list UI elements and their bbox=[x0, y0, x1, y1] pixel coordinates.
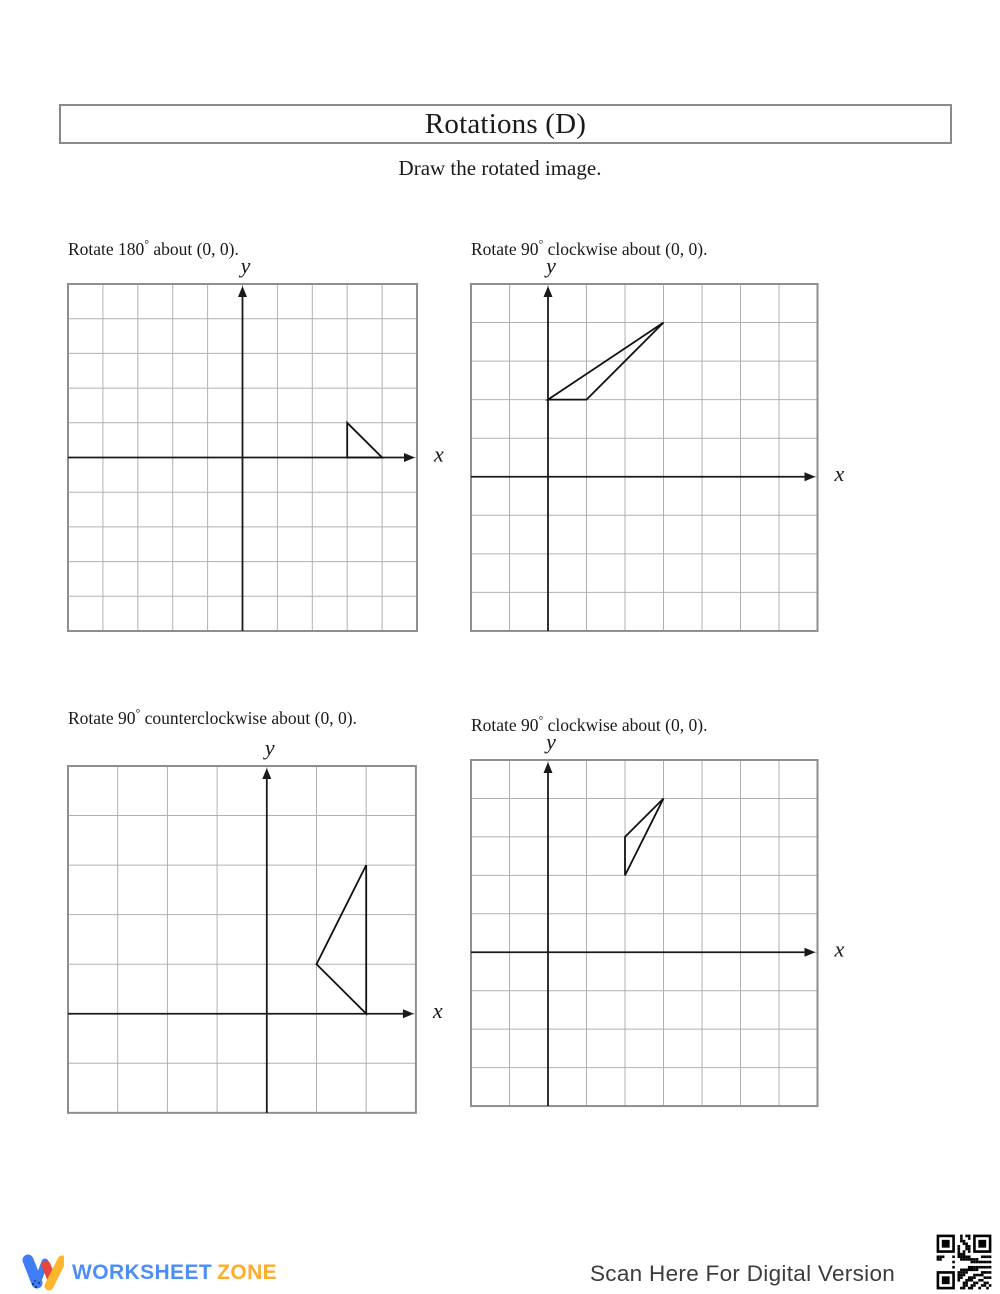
svg-text:x: x bbox=[834, 460, 845, 486]
degree-symbol: ° bbox=[144, 238, 149, 251]
degree-symbol: ° bbox=[538, 238, 544, 251]
prompt-text: Rotate 180 bbox=[68, 238, 145, 259]
degree-symbol: ° bbox=[135, 707, 141, 720]
svg-text:y: y bbox=[264, 735, 275, 760]
scan-here-label: Scan Here For Digital Version bbox=[590, 1261, 896, 1286]
logo-w-icon bbox=[20, 1253, 64, 1293]
degree-symbol: ° bbox=[538, 714, 544, 727]
logo-text-worksheet: WORKSHEET bbox=[72, 1261, 213, 1284]
svg-text:y: y bbox=[240, 253, 251, 278]
qr-code bbox=[934, 1232, 994, 1292]
worksheet-instruction: Draw the rotated image. bbox=[398, 156, 602, 180]
prompt-rotate-90-ccw bbox=[68, 708, 357, 729]
prompt-text: about (0, 0). bbox=[148, 238, 239, 259]
coordinate-grid-bottom-right bbox=[459, 724, 870, 1115]
prompt-text: Rotate 90 bbox=[471, 238, 539, 259]
coordinate-grid-top-left bbox=[56, 248, 469, 639]
page-title: Rotations (D) bbox=[424, 107, 587, 140]
prompt-text: Rotate 90 bbox=[471, 714, 539, 735]
worksheet-title-box bbox=[59, 104, 952, 144]
prompt-text: clockwise about (0, 0). bbox=[543, 238, 708, 259]
logo-text-zone: ZONE bbox=[217, 1261, 278, 1284]
svg-text:x: x bbox=[834, 936, 845, 962]
svg-text:x: x bbox=[434, 441, 444, 467]
coordinate-grid-bottom-left bbox=[56, 730, 468, 1121]
svg-text:y: y bbox=[546, 253, 556, 278]
worksheetzone-logo bbox=[20, 1252, 277, 1294]
coordinate-grid-top-right bbox=[459, 248, 870, 639]
svg-text:x: x bbox=[432, 997, 443, 1023]
prompt-text: counterclockwise about (0, 0). bbox=[140, 707, 357, 728]
prompt-text: Rotate 90 bbox=[68, 707, 136, 728]
svg-text:y: y bbox=[546, 729, 556, 754]
prompt-text: clockwise about (0, 0). bbox=[543, 714, 708, 735]
